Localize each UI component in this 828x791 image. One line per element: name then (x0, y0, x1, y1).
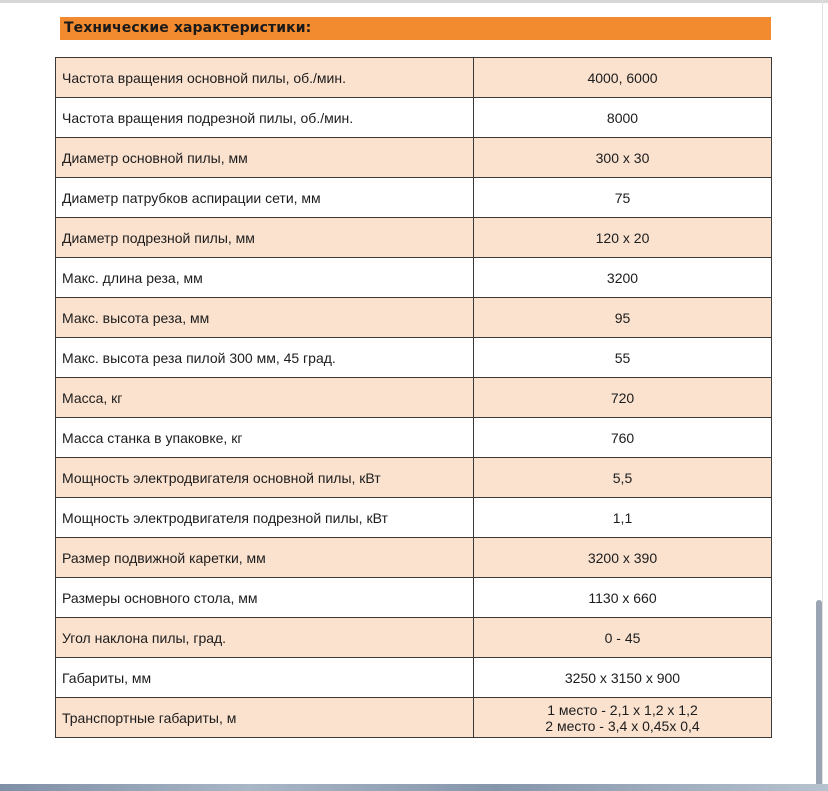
table-row (56, 618, 772, 658)
table-row (56, 298, 772, 338)
table-row (56, 698, 772, 738)
spec-value: 3200 х 390 (474, 538, 772, 578)
spec-value: 5,5 (474, 458, 772, 498)
bottom-edge-strip (0, 784, 828, 791)
section-header (60, 17, 771, 40)
table-row (56, 258, 772, 298)
spec-param: Масса, кг (56, 378, 474, 418)
table-row (56, 98, 772, 138)
spec-param: Габариты, мм (56, 658, 474, 698)
spec-param: Диаметр основной пилы, мм (56, 138, 474, 178)
table-row (56, 58, 772, 98)
spec-param: Транспортные габариты, м (56, 698, 474, 738)
table-row (56, 498, 772, 538)
spec-param: Угол наклона пилы, град. (56, 618, 474, 658)
spec-param: Размеры основного стола, мм (56, 578, 474, 618)
table-row (56, 218, 772, 258)
scrollbar-thumb[interactable] (816, 600, 822, 786)
spec-param: Макс. высота реза пилой 300 мм, 45 град. (56, 338, 474, 378)
spec-value-line: 2 место - 3,4 х 0,45х 0,4 (545, 717, 700, 734)
spec-value: 0 - 45 (474, 618, 772, 658)
spec-value: 1,1 (474, 498, 772, 538)
spec-param: Масса станка в упаковке, кг (56, 418, 474, 458)
spec-param: Макс. длина реза, мм (56, 258, 474, 298)
table-row (56, 578, 772, 618)
spec-value: 3200 (474, 258, 772, 298)
spec-param: Мощность электродвигателя основной пилы, кВт (56, 458, 474, 498)
table-row (56, 378, 772, 418)
spec-value: 760 (474, 418, 772, 458)
spec-value: 95 (474, 298, 772, 338)
page-edge-right (822, 0, 823, 786)
spec-param: Мощность электродвигателя подрезной пилы, кВт (56, 498, 474, 538)
table-row (56, 458, 772, 498)
table-row (56, 418, 772, 458)
spec-param: Диаметр подрезной пилы, мм (56, 218, 474, 258)
spec-value: 3250 х 3150 х 900 (474, 658, 772, 698)
spec-param: Частота вращения основной пилы, об./мин. (56, 58, 474, 98)
table-row (56, 338, 772, 378)
spec-param: Частота вращения подрезной пилы, об./мин. (56, 98, 474, 138)
spec-value: 55 (474, 338, 772, 378)
spec-value: 75 (474, 178, 772, 218)
specs-table (55, 57, 772, 738)
section-title: Технические характеристики: (64, 20, 312, 36)
spec-value: 4000, 6000 (474, 58, 772, 98)
spec-value: 1130 х 660 (474, 578, 772, 618)
spec-value: 720 (474, 378, 772, 418)
spec-value: 8000 (474, 98, 772, 138)
spec-value-multiline (474, 698, 772, 738)
spec-param: Диаметр патрубков аспирации сети, мм (56, 178, 474, 218)
table-row (56, 658, 772, 698)
table-row (56, 538, 772, 578)
spec-param: Макс. высота реза, мм (56, 298, 474, 338)
page-edge-top (0, 0, 828, 3)
table-row (56, 138, 772, 178)
spec-value: 300 х 30 (474, 138, 772, 178)
spec-param: Размер подвижной каретки, мм (56, 538, 474, 578)
spec-value: 120 х 20 (474, 218, 772, 258)
spec-value-line: 1 место - 2,1 х 1,2 х 1,2 (547, 701, 698, 718)
table-row (56, 178, 772, 218)
